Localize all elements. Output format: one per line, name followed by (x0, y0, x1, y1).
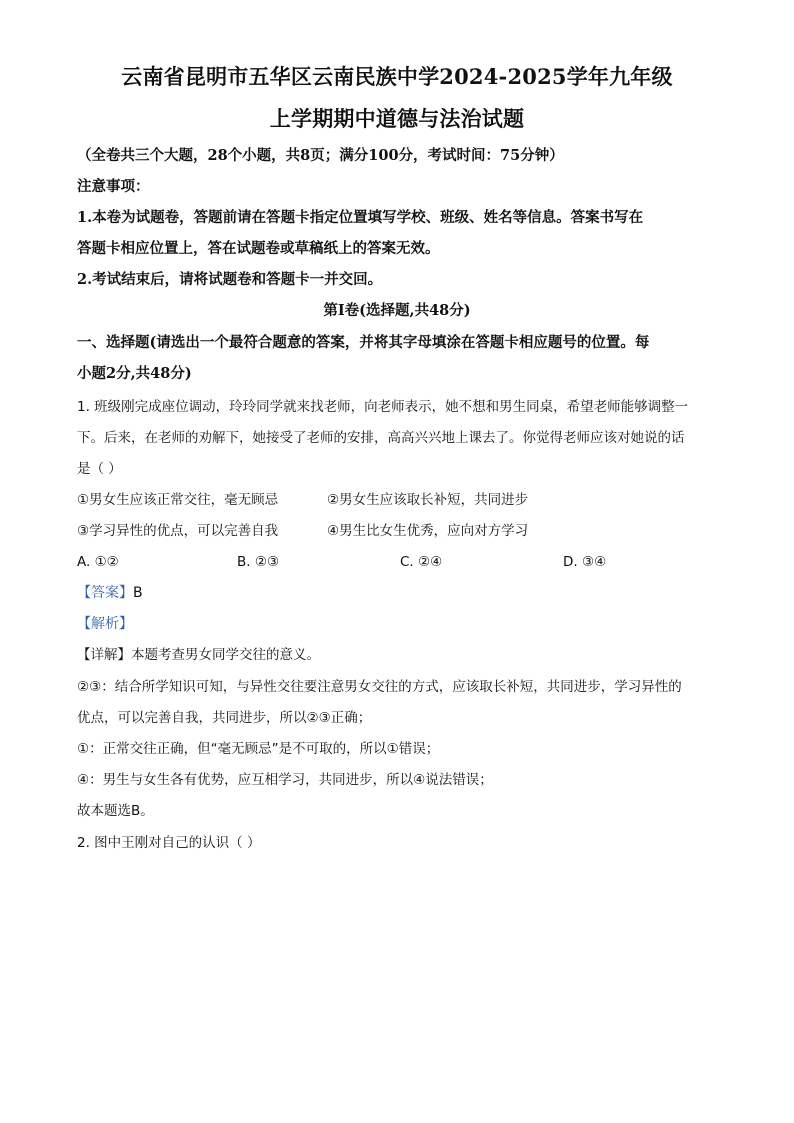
choice-c: C. ②④ (400, 554, 443, 570)
question-2-stem: 2. 图中王刚对自己的认识（ ） (77, 835, 261, 851)
detail-line: 【详解】本题考查男女同学交往的意义。 (77, 647, 320, 663)
answer-value: B (133, 585, 143, 601)
question-1-stem-line-1: 1. 班级刚完成座位调动，玲玲同学就来找老师，向老师表示，她不想和男生同桌，希望老师能够调整一 (77, 399, 689, 415)
exam-title-line-2: 上学期期中道德与法治试题 (269, 106, 525, 131)
notice-item-2: 2.考试结束后，请将试题卷和答题卡一并交回。 (77, 271, 383, 288)
section-1-instructions-line-1: 一、选择题(请选出一个最符合题意的答案，并将其字母填涂在答题卡相应题号的位置。每 (77, 334, 650, 351)
statement-3: ③学习异性的优点，可以完善自我 (77, 523, 279, 539)
explanation-line-1: ②③：结合所学知识可知，与异性交往要注意男女交往的方式，应该取长补短，共同进步，学习异性的 (77, 679, 682, 695)
analysis-bracket-close: 】 (119, 616, 133, 632)
notice-item-1-line-2: 答题卡相应位置上，答在试题卷或草稿纸上的答案无效。 (77, 240, 440, 257)
explanation-line-3: ①：正常交往正确，但“毫无顾忌”是不可取的，所以①错误； (77, 741, 440, 757)
exam-title-line-1: 云南省昆明市五华区云南民族中学2024-2025学年九年级 (121, 64, 673, 89)
analysis-label: 解析 (91, 616, 119, 632)
statement-4: ④男生比女生优秀，应向对方学习 (327, 523, 529, 539)
answer-bracket-open: 【 (77, 585, 91, 601)
statement-1: ①男女生应该正常交往，毫无顾忌 (77, 492, 279, 508)
notice-title: 注意事项： (77, 178, 150, 195)
explanation-line-4: ④：男生与女生各有优势，应互相学习，共同进步，所以④说法错误； (77, 772, 493, 788)
choice-b: B. ②③ (237, 554, 280, 570)
conclusion-line: 故本题选B。 (77, 803, 154, 819)
analysis-line (77, 614, 133, 634)
notice-item-1-line-1: 1.本卷为试题卷，答题前请在答题卡指定位置填写学校、班级、姓名等信息。答案书写在 (77, 209, 644, 226)
answer-line (77, 583, 143, 603)
question-1-stem-line-2: 下。后来，在老师的劝解下，她接受了老师的安排，高高兴兴地上课去了。你觉得老师应该对她说的话 (77, 430, 685, 446)
statement-2: ②男女生应该取长补短，共同进步 (327, 492, 529, 508)
question-1-stem-line-3: 是（ ） (77, 461, 122, 477)
answer-label: 答案 (91, 585, 119, 601)
section-1-instructions-line-2: 小题2分,共48分) (77, 365, 192, 382)
choice-d: D. ③④ (563, 554, 607, 570)
explanation-line-2: 优点，可以完善自我，共同进步，所以②③正确； (77, 710, 372, 726)
analysis-bracket-open: 【 (77, 616, 91, 632)
choice-a: A. ①② (77, 554, 119, 570)
exam-info: （全卷共三个大题，28个小题，共8页；满分100分，考试时间：75分钟） (77, 147, 564, 164)
answer-bracket-close: 】 (119, 585, 133, 601)
part-1-heading: 第Ⅰ卷(选择题,共48分) (323, 302, 471, 319)
